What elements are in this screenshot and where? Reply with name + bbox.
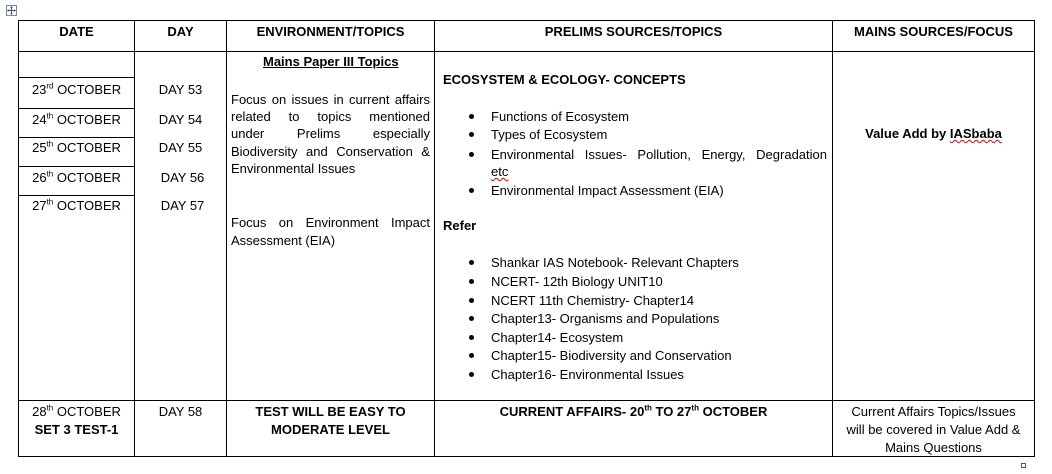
list-item-continuation: etc [491, 164, 509, 179]
header-environment-topics: ENVIRONMENT/TOPICS [256, 24, 405, 39]
list-item: Chapter16- Environmental Issues [491, 367, 684, 382]
header-date: DATE [59, 24, 94, 39]
bullet-icon [469, 188, 474, 193]
bullet-icon [469, 114, 474, 119]
bullet-icon [469, 132, 474, 137]
bullet-icon [469, 316, 474, 321]
date-cell: 24th OCTOBER [32, 111, 121, 127]
list-item: NCERT- 12th Biology UNIT10 [491, 274, 663, 289]
bullet-icon [469, 260, 474, 265]
bullet-icon [469, 372, 474, 377]
day-cell: DAY 55 [158, 140, 203, 155]
list-item: Shankar IAS Notebook- Relevant Chapters [491, 255, 739, 270]
list-item: Types of Ecosystem [491, 127, 608, 142]
value-add-text: Value Add by IASbaba [865, 126, 1002, 141]
bullet-icon [469, 298, 474, 303]
date-cell: 26th OCTOBER [32, 169, 121, 185]
date-cell: 23rd OCTOBER [31, 81, 122, 97]
test-set-label: SET 3 TEST-1 [34, 422, 119, 437]
header-day: DAY [167, 24, 194, 39]
prelims-heading: ECOSYSTEM & ECOLOGY- CONCEPTS [443, 72, 686, 87]
mains-test-line-1: Current Affairs Topics/Issues [851, 404, 1016, 419]
table-move-handle-icon[interactable] [6, 5, 17, 16]
bullet-icon [469, 353, 474, 358]
header-prelims-sources: PRELIMS SOURCES/TOPICS [544, 24, 723, 39]
list-item: NCERT 11th Chemistry- Chapter14 [491, 293, 695, 308]
day-cell: DAY 56 [160, 170, 205, 185]
day-cell: DAY 54 [158, 112, 203, 127]
table-resize-handle-icon[interactable] [1021, 463, 1026, 468]
mains-test-line-3: Mains Questions [885, 440, 982, 455]
bullet-icon [469, 152, 474, 157]
date-cell: 27th OCTOBER [32, 197, 121, 213]
day-cell: DAY 53 [158, 82, 203, 97]
list-item: Chapter15- Biodiversity and Conservation [491, 348, 732, 363]
current-affairs-range: CURRENT AFFAIRS- 20th TO 27th OCTOBER [499, 403, 768, 419]
list-item: Functions of Ecosystem [491, 109, 629, 124]
mains-test-line-2: will be covered in Value Add & [846, 422, 1021, 437]
bullet-icon [469, 335, 474, 340]
test-day-cell: DAY 58 [158, 404, 203, 419]
env-heading: Mains Paper III Topics [263, 54, 399, 69]
list-item: Chapter13- Organisms and Populations [491, 311, 720, 326]
list-item: Environmental Impact Assessment (EIA) [491, 183, 724, 198]
date-cell: 25th OCTOBER [32, 139, 121, 155]
header-mains-sources: MAINS SOURCES/FOCUS [854, 24, 1013, 39]
test-level-line-1: TEST WILL BE EASY TO [255, 404, 406, 419]
list-item: Chapter14- Ecosystem [491, 330, 624, 345]
day-cell: DAY 57 [160, 198, 205, 213]
test-level-line-2: MODERATE LEVEL [271, 422, 390, 437]
test-date-cell: 28th OCTOBER [32, 403, 121, 419]
bullet-icon [469, 279, 474, 284]
refer-label: Refer [443, 218, 477, 233]
list-item: Environmental Issues- Pollution, Energy, Degradation [491, 147, 827, 162]
